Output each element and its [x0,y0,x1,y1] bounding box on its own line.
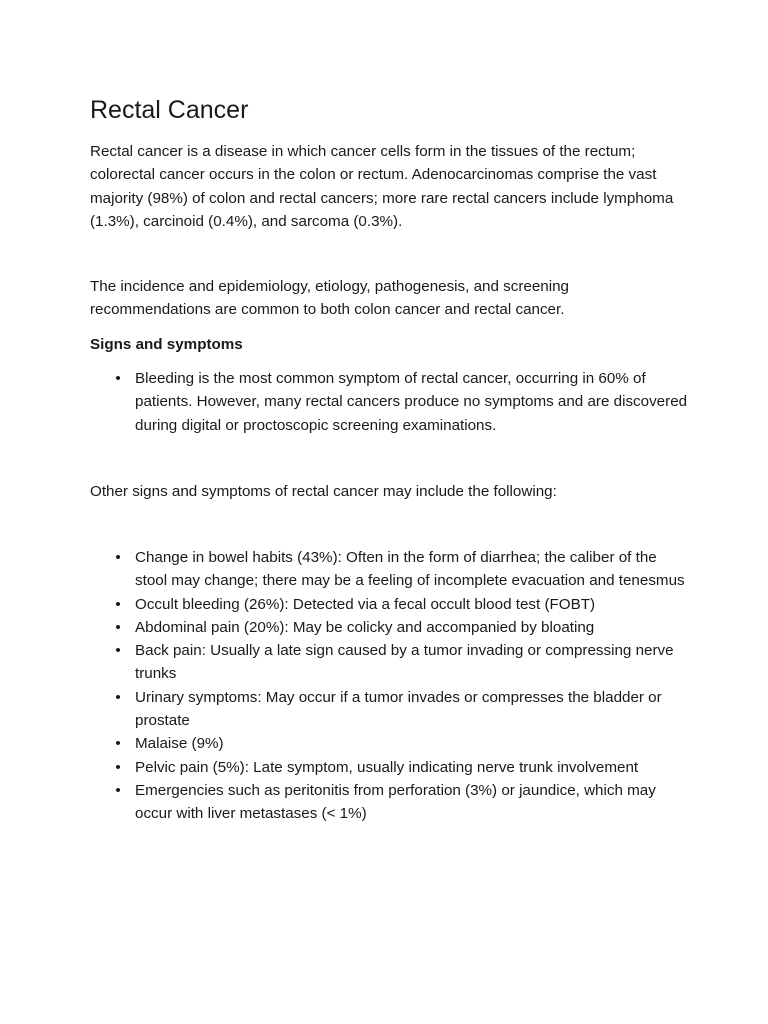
list-item [90,367,690,437]
other-symptoms-intro: Other signs and symptoms of rectal cancer may include the following: [90,483,557,500]
list-item [90,756,690,779]
primary-symptom-list [90,367,690,437]
list-item-text: Abdominal pain (20%): May be colicky and accompanied by bloating [135,618,595,636]
list-item [90,616,690,639]
list-item-text: Pelvic pain (5%): Late symptom, usually indicating nerve trunk involvement [135,758,639,776]
list-item [90,593,690,616]
bullet-icon: • [115,595,121,613]
list-item [90,732,690,755]
bullet-icon: • [115,688,121,706]
other-symptom-list [90,546,690,826]
bullet-icon: • [115,618,121,636]
list-item [90,686,690,733]
bullet-icon: • [115,781,121,799]
bullet-icon: • [115,758,121,776]
list-item [90,779,690,826]
section-heading: Signs and symptoms [90,336,243,353]
bullet-icon: • [115,642,121,660]
intro-paragraph: Rectal cancer is a disease in which cancer cells form in the tissues of the rectum; colorectal cancer occurs in the colon or rectum. Adenocarcinomas comprise the vast majority (98%) of colon and rectal cancers; more rare rectal cancers include lymphoma (1.3%), carcinoid (0.4%), and sarcoma (0.3%). [90,143,674,230]
document-title: Rectal Cancer [90,96,249,124]
common-features-paragraph: The incidence and epidemiology, etiology, pathogenesis, and screening recommendations are common to both colon cancer and rectal cancer. [90,278,570,319]
list-item [90,546,690,593]
list-item-text: Back pain: Usually a late sign caused by a tumor invading or compressing nerve trunks [135,642,674,683]
list-item-text: Urinary symptoms: May occur if a tumor invades or compresses the bladder or prostate [135,688,662,730]
list-item-text: Emergencies such as peritonitis from perforation (3%) or jaundice, which may occur with liver metastases (< 1%) [135,781,656,823]
list-item-text: Bleeding is the most common symptom of rectal cancer, occurring in 60% of patients. However, many rectal cancers produce no symptoms and are discovered during digital or proctoscopic screening examinations. [135,370,688,434]
bullet-icon: • [115,735,121,753]
bullet-icon: • [115,549,121,566]
list-item [90,639,690,686]
list-item-text: Occult bleeding (26%): Detected via a fecal occult blood test (FOBT) [135,595,596,613]
bullet-icon: • [115,370,121,387]
list-item-text: Malaise (9%) [135,735,224,753]
list-item-text: Change in bowel habits (43%): Often in the form of diarrhea; the caliber of the stool may change; there may be a feeling of incomplete evacuation and tenesmus [135,549,685,590]
